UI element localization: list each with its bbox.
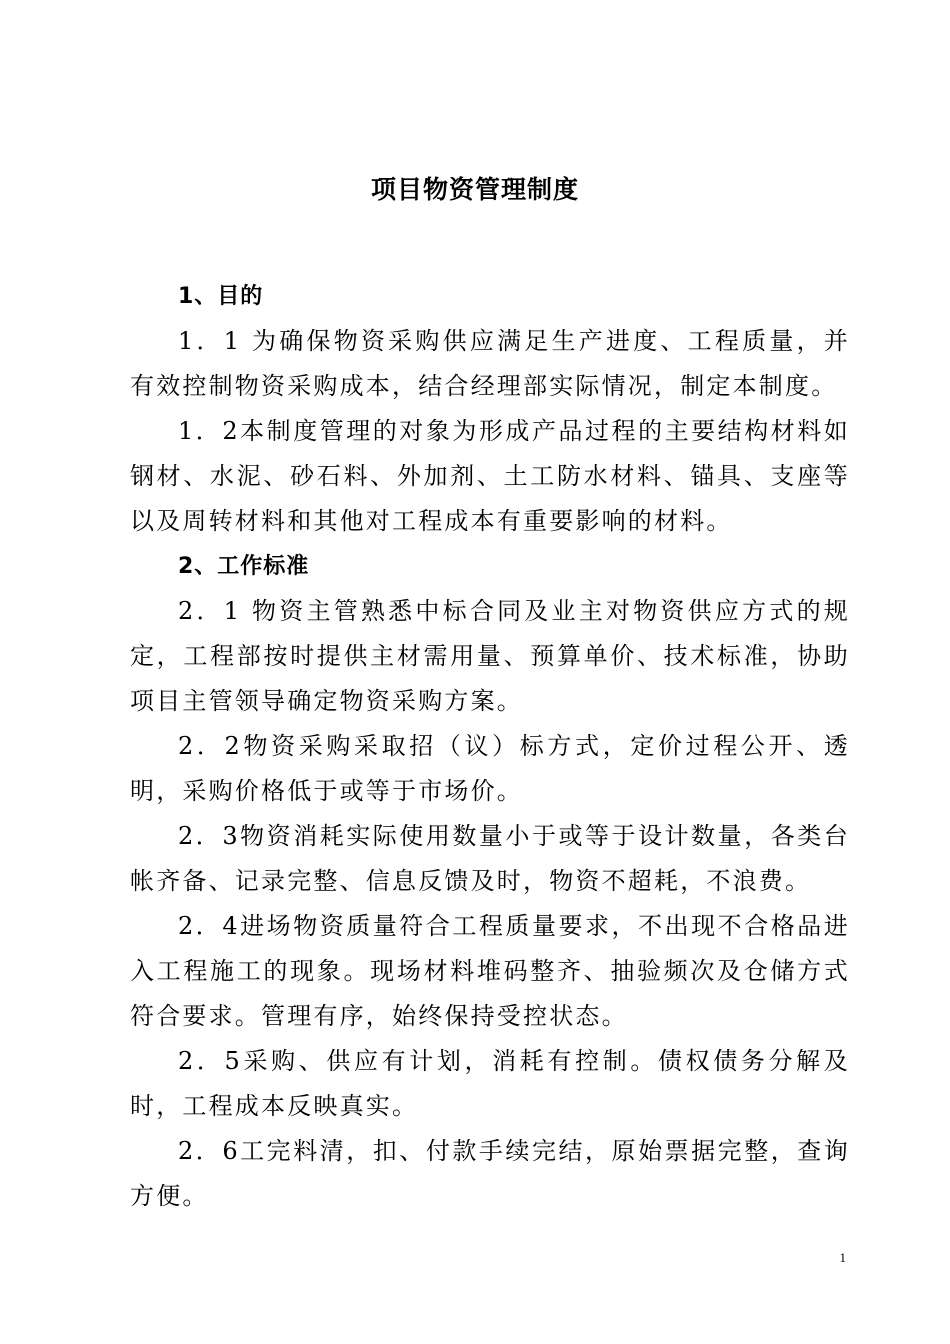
- document-body: [130, 274, 850, 1219]
- paragraph-2-1: 2．1 物资主管熟悉中标合同及业主对物资供应方式的规定，工程部按时提供主材需用量、预算单价、技术标准，协助项目主管领导确定物资采购方案。: [130, 597, 850, 715]
- document-title: 项目物资管理制度: [370, 175, 579, 204]
- paragraph-2-4: 2．4进场物资质量符合工程质量要求，不出现不合格品进入工程施工的现象。现场材料堆码整齐、抽验频次及仓储方式符合要求。管理有序，始终保持受控状态。: [130, 912, 850, 1030]
- paragraph-1-1: 1．1 为确保物资采购供应满足生产进度、工程质量，并有效控制物资采购成本，结合经理部实际情况，制定本制度。: [130, 327, 850, 400]
- paragraph-2-2: 2．2物资采购采取招（议）标方式，定价过程公开、透明，采购价格低于或等于市场价。: [130, 732, 850, 805]
- paragraph-2-3: 2．3物资消耗实际使用数量小于或等于设计数量，各类台帐齐备、记录完整、信息反馈及时，物资不超耗，不浪费。: [130, 822, 850, 895]
- page-number: 1: [839, 1250, 846, 1265]
- paragraph-1-2: 1．2本制度管理的对象为形成产品过程的主要结构材料如钢材、水泥、砂石料、外加剂、土工防水材料、锚具、支座等以及周转材料和其他对工程成本有重要影响的材料。: [130, 417, 850, 535]
- paragraph-2-6: 2．6工完料清，扣、付款手续完结，原始票据完整，查询方便。: [130, 1137, 850, 1210]
- section-heading-work-standards: 2、工作标准: [178, 554, 310, 579]
- paragraph-2-5: 2．5采购、供应有计划，消耗有控制。债权债务分解及时，工程成本反映真实。: [130, 1047, 850, 1120]
- section-heading-purpose: 1、目的: [178, 284, 264, 309]
